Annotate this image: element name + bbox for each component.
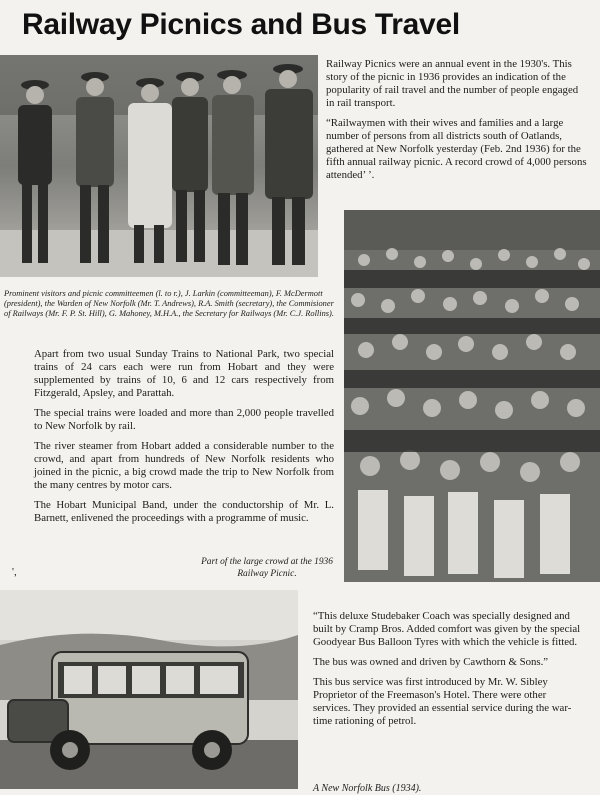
body-paragraph: Apart from two usual Sunday Trains to National Park, two special trains of 24 cars each were run from Hobart and they were supplemented by trains of 10, 6 and 12 cars respectively from Fitzgerald, Apsley, and Parattah. (34, 348, 334, 399)
page-mark: ', (12, 566, 17, 578)
committee-caption: Prominent visitors and picnic committeemen (l. to r.), J. Larkin (committeeman), F. McDermott (president), the Warden of New Norfolk (Mr. T. Andrews), R.A. Smith (secretary), the Commisioner of Railways (Mr. F. P. St. Hill), G. Mahoney, M.H.A., the Secretary for Railways (Mr. C.J. Rollins). (4, 289, 334, 319)
article-title: Railway Picnics and Bus Travel (22, 8, 460, 41)
committee-photo (0, 55, 318, 277)
intro-text (326, 58, 588, 189)
bus-photo (0, 590, 298, 789)
bus-paragraph: The bus was owned and driven by Cawthorn & Sons.” (313, 656, 549, 668)
intro-paragraph: Railway Picnics were an annual event in the 1930's. This story of the picnic in 1936 provides an indication of the popularity of rail travel and the number of people engaged in rail transport. (326, 58, 579, 109)
body-paragraph: The river steamer from Hobart added a considerable number to the crowd, and apart from hundreds of New Norfolk residents who joined in the picnic, a big crowd made the trip to New Norfolk from the many centres by motor cars. (34, 440, 334, 491)
crowd-photo (344, 210, 600, 582)
bus-text (313, 610, 585, 735)
body-paragraph: The special trains were loaded and more than 2,000 people travelled to New Norfolk by rail. (34, 407, 334, 432)
crowd-caption: Part of the large crowd at the 1936 Railway Picnic. (201, 557, 333, 579)
body-paragraph: The Hobart Municipal Band, under the conductorship of Mr. L. Barnett, enlivened the proceedings with a programme of music. (34, 499, 334, 524)
bus-paragraph: “This deluxe Studebaker Coach was specially designed and built by Cramp Bros. Added comfort was given by the special Goodyear Bus Balloon Tyres with which the vehicle is fitted. (313, 610, 581, 648)
bus-caption: A New Norfolk Bus (1934). (313, 783, 422, 794)
intro-quote: “Railwaymen with their wives and families and a large number of persons from all districts south of Oatlands, gathered at New Norfolk yesterday (Feb. 2nd 1936) for the fifth annual railway picnic. A record crowd of 4,000 persons attended’ ’. (326, 117, 587, 181)
bus-paragraph: This bus service was first introduced by Mr. W. Sibley Proprietor of the Freemason's Hotel. There were other services. They provided an essential service during the war-time rationing of petrol. (313, 676, 572, 727)
body-text (34, 348, 334, 532)
